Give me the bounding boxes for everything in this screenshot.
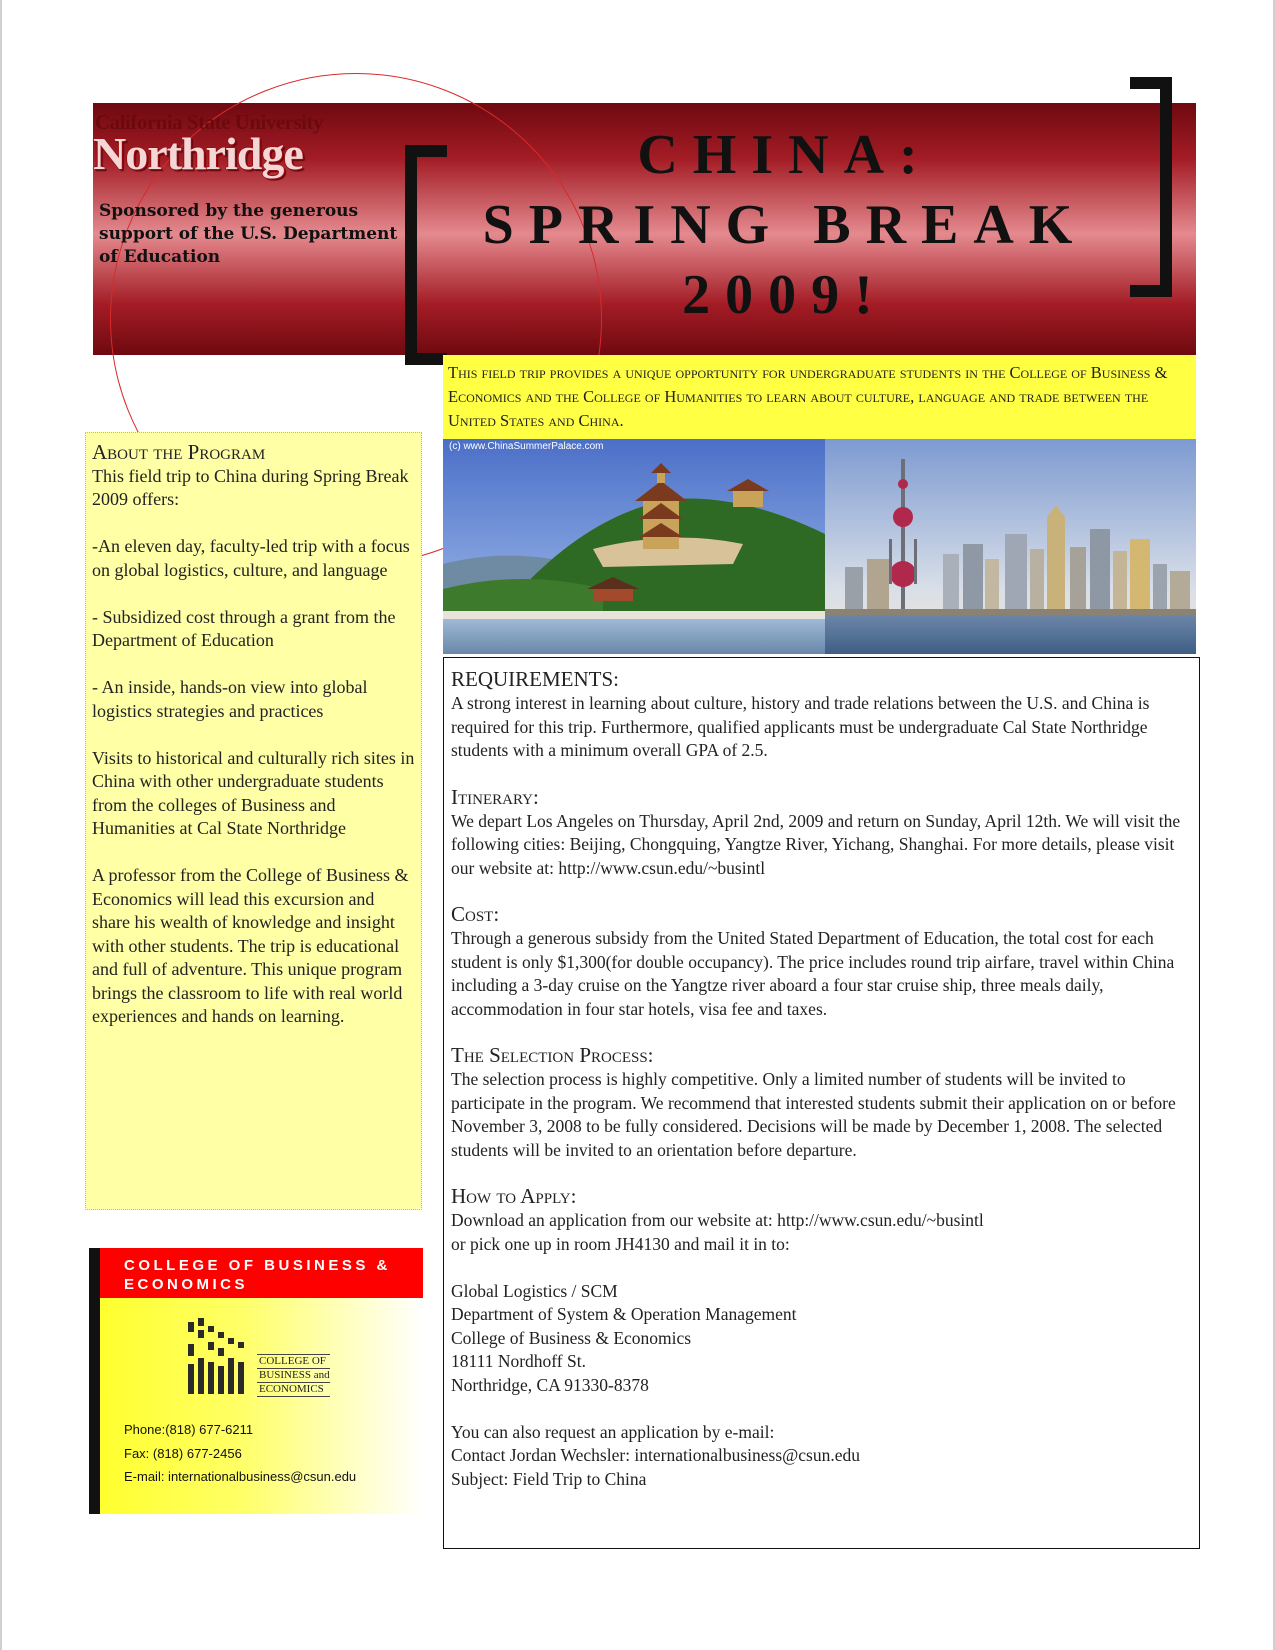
sponsor-note: Sponsored by the generous support of the U.S. Department of Education (99, 201, 398, 267)
college-logo-line: COLLEGE OF (257, 1355, 330, 1369)
college-heading: COLLEGE OF BUSINESS & ECONOMICS (100, 1248, 423, 1298)
title-line-1: CHINA: (637, 124, 933, 186)
about-item: Visits to historical and culturally rich sites in China with other undergraduate students from the colleges of Business and Humanities at Cal State Northridge (92, 747, 415, 838)
apply-section (451, 1184, 1191, 1491)
phone-number: Phone:(818) 677-6211 (124, 1422, 254, 1437)
summer-palace-illustration (443, 439, 825, 654)
email-line: Subject: Field Trip to China (451, 1468, 647, 1489)
intro-strip: This field trip provides a unique opportunity for undergraduate students in the College of Business & Economics and the College of Humanities to learn about culture, language and trade between the United States and China. (443, 355, 1196, 439)
title-line-3: 2009! (682, 264, 888, 326)
college-logo-text (257, 1354, 330, 1397)
apply-heading: How to Apply: (451, 1184, 577, 1208)
university-logo-main: Northridge (93, 128, 303, 179)
apply-line: or pick one up in room JH4130 and mail it in to: (451, 1233, 790, 1254)
college-logo-line: BUSINESS and (259, 1369, 330, 1381)
about-item: A professor from the College of Business & Economics will lead this excursion and share his wealth of knowledge and insight with other students. The trip is educational and full of adventure. This unique program brings the classroom to life with real world experiences and hands on learning. (92, 865, 409, 1026)
college-card-bar (89, 1248, 100, 1514)
address-line: College of Business & Economics (451, 1327, 692, 1348)
selection-body: The selection process is highly competitive. Only a limited number of students will be invited to participate in the program. We recommend that interested students submit their application on or before November 3, 2008 to be fully considered. Decisions will be made by December 1, 2008. The selected students will be invited to an orientation before departure. (451, 1069, 1176, 1160)
selection-section (451, 1043, 1191, 1162)
requirements-section (451, 667, 1191, 763)
bracket-right (1130, 77, 1172, 297)
address-line: Department of System & Operation Management (451, 1304, 797, 1324)
itinerary-body: We depart Los Angeles on Thursday, April 2nd, 2009 and return on Sunday, April 12th. We will visit the following cities: Beijing, Chongquing, Yangtze River, Yichang, Shanghai. For more details, please visit our website at: http://www.csun.edu/~busintl (451, 810, 1181, 878)
spacer (451, 1256, 1191, 1280)
apply-line: Download an application from our website at: http://www.csun.edu/~busintl (451, 1210, 984, 1230)
email-address[interactable]: E-mail: internationalbusiness@csun.edu (124, 1469, 357, 1484)
shanghai-skyline-photo (825, 439, 1196, 654)
address-line: Global Logistics / SCM (451, 1280, 618, 1301)
college-logo-line: ECONOMICS (259, 1383, 324, 1395)
spacer (451, 1397, 1191, 1421)
shanghai-skyline-illustration (825, 439, 1196, 654)
requirements-body: A strong interest in learning about culture, history and trade relations between the U.S. and China is required for this trip. Furthermore, qualified applicants must be undergraduate Cal State Northridge students with a minimum overall GPA of 2.5. (451, 693, 1150, 760)
title-line-2: SPRING BREAK (482, 194, 1088, 256)
requirements-heading: REQUIREMENTS: (451, 667, 619, 691)
page-edge-left (0, 0, 2, 1650)
summer-palace-photo (443, 439, 825, 654)
photo-strip (443, 439, 1196, 654)
page-title (440, 120, 1130, 330)
selection-heading: The Selection Process: (451, 1043, 654, 1067)
photo-credit: (c) www.ChinaSummerPalace.com (449, 441, 604, 452)
cost-section (451, 902, 1191, 1021)
email-line: Contact Jordan Wechsler: internationalbusiness@csun.edu (451, 1445, 861, 1465)
address-line: Northridge, CA 91330-8378 (451, 1374, 649, 1395)
itinerary-heading: Itinerary: (451, 784, 539, 809)
details-box (443, 657, 1200, 1549)
email-line: You can also request an application by e-mail: (451, 1421, 775, 1442)
address-line: 18111 Nordhoff St. (451, 1351, 586, 1371)
about-intro: This field trip to China during Spring Break 2009 offers: (92, 465, 409, 509)
fax-number: Fax: (818) 677-2456 (124, 1445, 242, 1461)
cost-body: Through a generous subsidy from the United Stated Department of Education, the total cost for each student is only $1,300(for double occupancy). The price includes round trip airfare, travel within China including a 3-day cruise on the Yangtze river aboard a four star cruise ship, three meals daily, accommodation in four star hotels, visa fee and taxes. (451, 928, 1175, 1019)
about-item: - An inside, hands-on view into global logistics strategies and practices (92, 677, 368, 721)
college-contact-info (124, 1418, 356, 1489)
cost-heading: Cost: (451, 902, 500, 926)
about-item: - Subsidized cost through a grant from the Department of Education (92, 606, 396, 650)
about-program-box (85, 432, 422, 1210)
about-heading: About the Program (92, 440, 266, 464)
itinerary-section (451, 785, 1191, 881)
university-logo-top: California State University (95, 110, 323, 134)
about-item: -An eleven day, faculty-led trip with a focus on global logistics, culture, and language (92, 536, 410, 580)
